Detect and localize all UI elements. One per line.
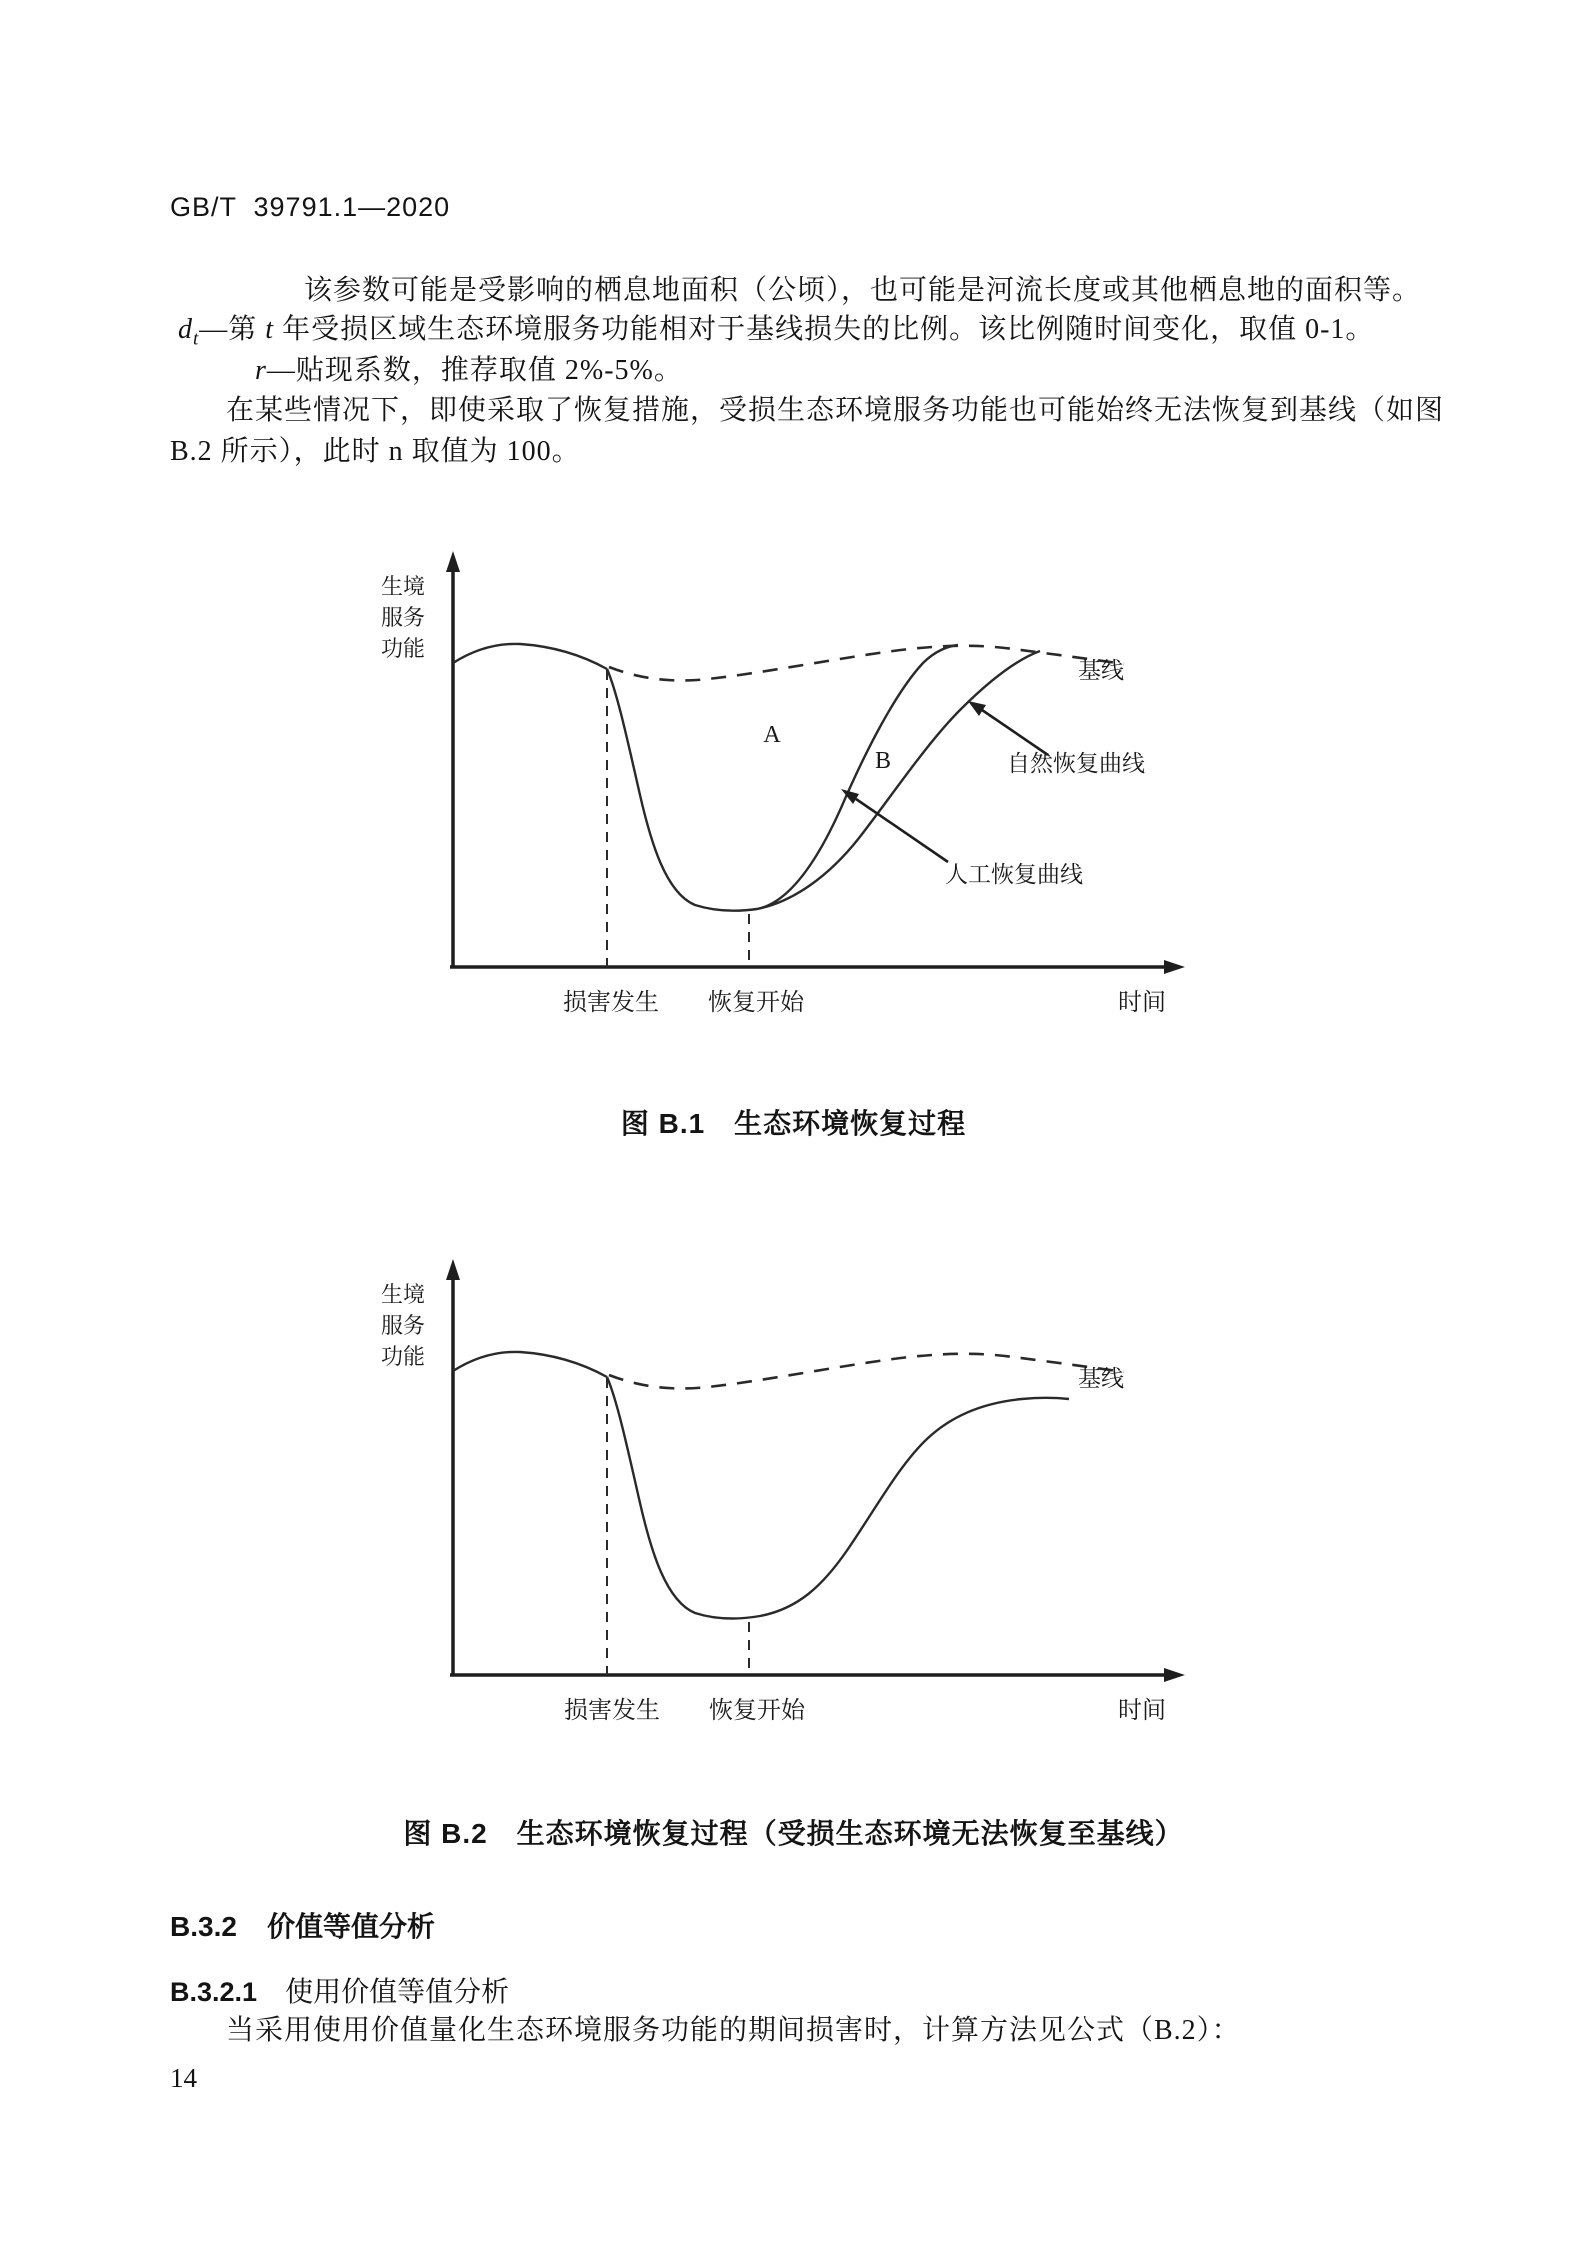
paragraph-line-5: B.2 所示），此时 n 取值为 100。 bbox=[170, 436, 581, 467]
b1-ylabel-line2: 服务 bbox=[380, 605, 426, 630]
b1-predamage-curve bbox=[453, 644, 607, 669]
paragraph-line-3 bbox=[255, 355, 683, 387]
b1-natural-arrow-icon bbox=[968, 701, 986, 716]
standard-code-header: GB/T 39791.1—2020 bbox=[170, 192, 451, 222]
b1-natural-curve-label: 自然恢复曲线 bbox=[1007, 751, 1145, 776]
b1-baseline-label: 基线 bbox=[1078, 658, 1124, 683]
b1-y-axis-arrow-icon bbox=[446, 551, 460, 572]
b2-recovery-label: 恢复开始 bbox=[709, 1698, 805, 1724]
b2-time-label: 时间 bbox=[1118, 1698, 1166, 1724]
heading-b321 bbox=[170, 1977, 509, 2009]
b2-recovery-curve bbox=[607, 1377, 1069, 1618]
line2-text-rest: 年受损区域生态环境服务功能相对于基线损失的比例。该比例随时间变化，取值 0-1。 bbox=[274, 314, 1375, 345]
b1-artificial-curve-label: 人工恢复曲线 bbox=[945, 862, 1083, 887]
b1-recovery-label: 恢复开始 bbox=[708, 990, 804, 1016]
page-number: 14 bbox=[170, 2063, 197, 2093]
b2-ylabel-line2: 服务 bbox=[380, 1313, 426, 1338]
heading-b32-title: 价值等值分析 bbox=[266, 1911, 435, 1942]
b1-region-b-label: B bbox=[874, 748, 892, 774]
heading-b32-number: B.3.2 bbox=[170, 1911, 237, 1942]
b2-ylabel-line1: 生境 bbox=[380, 1282, 426, 1307]
b2-baseline-curve bbox=[609, 1354, 1124, 1389]
b1-time-label: 时间 bbox=[1118, 990, 1166, 1016]
b2-y-axis-arrow-icon bbox=[446, 1259, 460, 1280]
b1-region-a-label: A bbox=[763, 722, 781, 748]
b1-artificial-arrow-line bbox=[856, 799, 948, 862]
b2-x-axis-arrow-icon bbox=[1164, 1668, 1185, 1682]
paragraph-line-1: 该参数可能是受影响的栖息地面积（公顷），也可能是河流长度或其他栖息地的面积等。 bbox=[304, 275, 1422, 306]
section-paragraph: 当采用使用价值量化生态环境服务功能的期间损害时，计算方法见公式（B.2）： bbox=[226, 2015, 1241, 2046]
b2-predamage-curve bbox=[453, 1352, 607, 1377]
b1-baseline-curve bbox=[609, 646, 1124, 681]
b2-damage-label: 损害发生 bbox=[564, 1698, 660, 1724]
figure-b2 bbox=[360, 1248, 1200, 1728]
b2-baseline-label: 基线 bbox=[1078, 1366, 1124, 1391]
symbol-r: r bbox=[255, 355, 267, 386]
paragraph-line-2 bbox=[178, 314, 1374, 350]
line3-text: —贴现系数，推荐取值 2%-5%。 bbox=[266, 355, 683, 386]
b1-ylabel-line3: 功能 bbox=[380, 636, 426, 661]
b1-natural-arrow-line bbox=[982, 710, 1048, 755]
heading-b321-title: 使用价值等值分析 bbox=[285, 1977, 510, 2008]
line2-text: —第 bbox=[199, 314, 266, 345]
b1-damage-label: 损害发生 bbox=[563, 990, 659, 1016]
figure-b1-caption: 图 B.1 生态环境恢复过程 bbox=[620, 1108, 967, 1139]
figure-b2-caption: 图 B.2 生态环境恢复过程（受损生态环境无法恢复至基线） bbox=[403, 1818, 1184, 1849]
symbol-d-subscript: t bbox=[193, 328, 200, 350]
heading-b32 bbox=[170, 1911, 435, 1944]
heading-b321-number: B.3.2.1 bbox=[170, 1977, 258, 2007]
symbol-d: d bbox=[178, 314, 193, 345]
symbol-t: t bbox=[265, 314, 275, 345]
paragraph-line-4: 在某些情况下，即使采取了恢复措施，受损生态环境服务功能也可能始终无法恢复到基线（如图 bbox=[226, 395, 1445, 426]
figure-b1 bbox=[360, 540, 1200, 1030]
b1-x-axis-arrow-icon bbox=[1164, 960, 1185, 974]
b1-ylabel-line1: 生境 bbox=[380, 574, 426, 599]
b2-ylabel-line3: 功能 bbox=[380, 1344, 426, 1369]
